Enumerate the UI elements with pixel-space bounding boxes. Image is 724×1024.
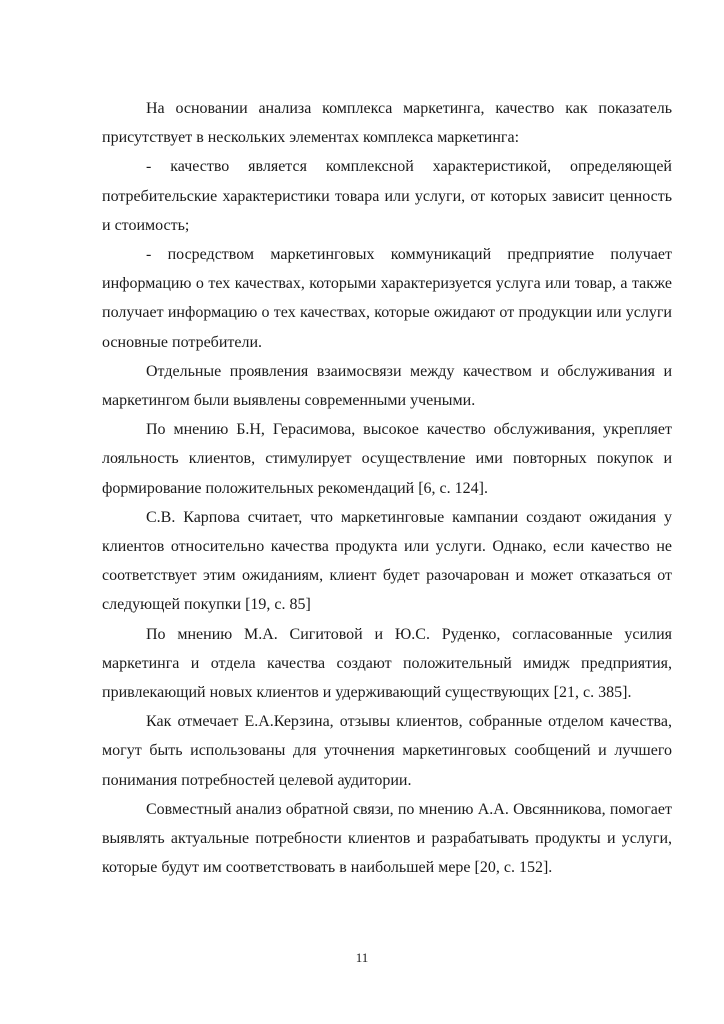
paragraph-ovsyannikov-opinion: Совместный анализ обратной связи, по мнению А.А. Овсянникова, помогает выявлять актуальные потребности клиентов и разрабатывать продукты и услуги, которые будут им соответствовать в наибольшей мере [20, с. 152]. xyxy=(102,800,672,877)
paragraph-kerzina-opinion: Как отмечает Е.А.Керзина, отзывы клиентов, собранные отделом качества, могут быть использованы для уточнения маркетинговых сообщений и лучшего понимания потребностей целевой аудитории. xyxy=(102,713,672,789)
paragraph-gerasimov-opinion: По мнению Б.Н, Герасимова, высокое качество обслуживания, укрепляет лояльность клиентов, стимулирует осуществление ими повторных покупок и формирование положительных рекомендаций [6, с. 124]. xyxy=(102,421,672,497)
paragraph-sigitova-rudenko-opinion: По мнению М.А. Сигитовой и Ю.С. Руденко, согласованные усилия маркетинга и отдела качества создают положительный имидж предприятия, привлекающий новых клиентов и удерживающий существующих [21, с. 385]. xyxy=(102,625,672,702)
list-item-quality-complex-characteristic: - качество является комплексной характеристикой, определяющей потребительские характеристики товара или услуги, от которых зависит ценность и стоимость; xyxy=(102,158,672,234)
list-item-marketing-communications: - посредством маркетинговых коммуникаций предприятие получает информацию о тех качествах, которыми характеризуется услуга или товар, а также получает информацию о тех качествах, которые ожидают от продукции или услуги основные потребители. xyxy=(102,246,672,351)
document-body xyxy=(102,94,672,882)
paragraph-relationship-quality-marketing: Отдельные проявления взаимосвязи между качеством и обслуживания и маркетингом были выявлены современными учеными. xyxy=(102,362,672,410)
paragraph-quality-in-marketing-mix: На основании анализа комплекса маркетинга, качество как показатель присутствует в нескольких элементах комплекса маркетинга: xyxy=(102,100,672,147)
page-number: 11 xyxy=(355,950,369,965)
paragraph-karpova-opinion: С.В. Карпова считает, что маркетинговые кампании создают ожидания у клиентов относительно качества продукта или услуги. Однако, если качество не соответствует этим ожиданиям, клиент будет разочарован и может отказаться от следующей покупки [19, с. 85] xyxy=(102,508,672,614)
